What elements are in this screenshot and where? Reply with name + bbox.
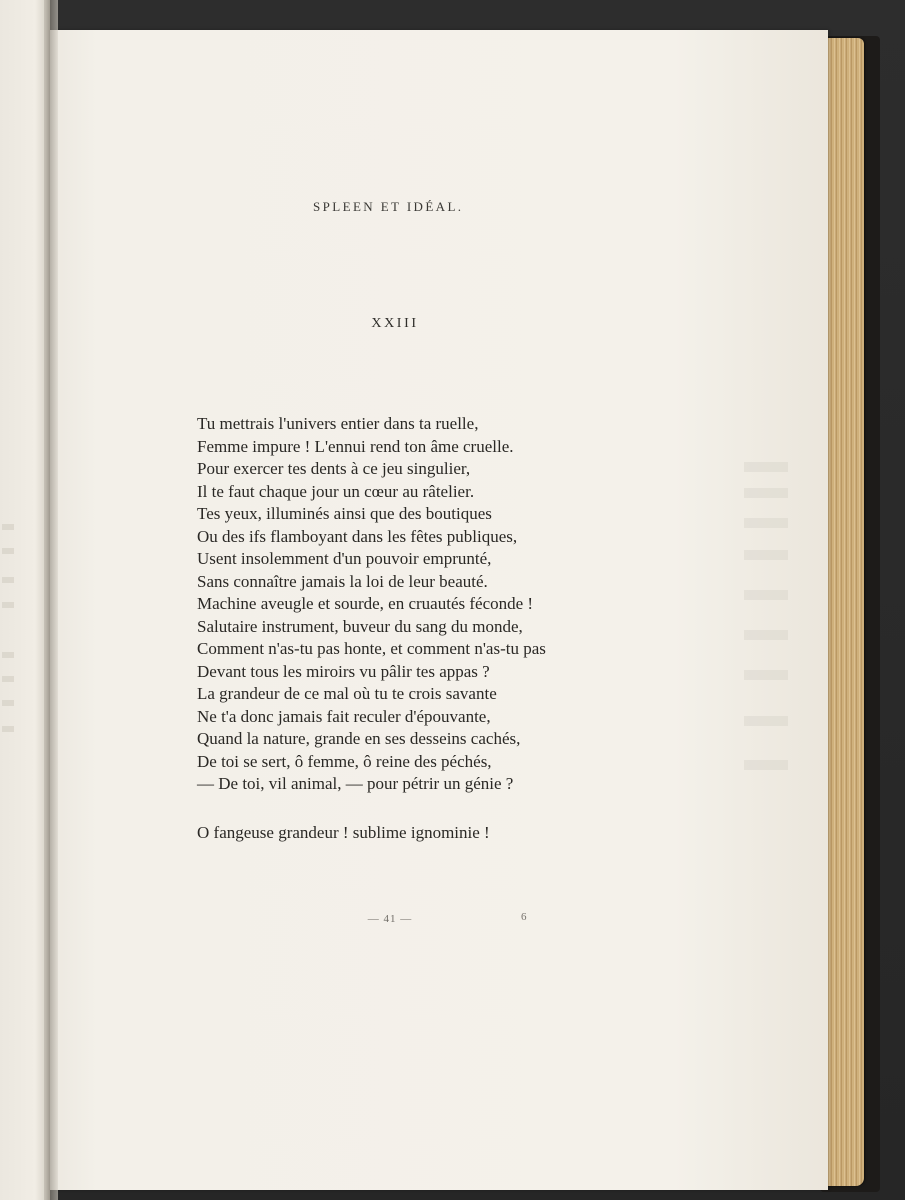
- show-through-mark: [744, 550, 788, 560]
- verse-line: Tu mettrais l'univers entier dans ta ruelle,: [197, 414, 479, 433]
- show-through-mark: [2, 676, 14, 682]
- verse-line: Devant tous les miroirs vu pâlir tes appas ?: [197, 661, 490, 681]
- show-through-mark: [2, 726, 14, 732]
- poem-number: XXIII: [371, 316, 419, 331]
- verse-line: Usent insolemment d'un pouvoir emprunté,: [197, 549, 492, 568]
- final-verse: [197, 822, 490, 845]
- show-through-mark: [2, 700, 14, 706]
- page-number: — 41 —: [367, 913, 413, 925]
- verse-line: Salutaire instrument, buveur du sang du monde,: [197, 616, 523, 636]
- show-through-mark: [744, 590, 788, 600]
- show-through-mark: [2, 602, 14, 608]
- show-through-mark: [744, 488, 788, 498]
- show-through-mark: [2, 548, 14, 554]
- verse-line: Femme impure ! L'ennui rend ton âme cruelle.: [197, 436, 514, 456]
- verse-line: Sans connaître jamais la loi de leur beauté.: [197, 571, 488, 591]
- show-through-mark: [744, 630, 788, 640]
- running-head: SPLEEN ET IDÉAL.: [313, 199, 464, 214]
- verse-line: Ou des ifs flamboyant dans les fêtes publiques,: [197, 526, 518, 546]
- show-through-mark: [2, 524, 14, 530]
- signature-mark: 6: [521, 911, 527, 923]
- show-through-mark: [744, 670, 788, 680]
- show-through-mark: [744, 518, 788, 528]
- verse-line: Pour exercer tes dents à ce jeu singulier,: [197, 459, 471, 478]
- verse-line: — De toi, vil animal, — pour pétrir un génie ?: [197, 774, 514, 793]
- show-through-mark: [744, 716, 788, 726]
- verse-line: Quand la nature, grande en ses desseins cachés,: [197, 729, 521, 748]
- show-through-mark: [744, 462, 788, 472]
- show-through-mark: [2, 652, 14, 658]
- verse-line: La grandeur de ce mal où tu te crois savante: [197, 684, 497, 703]
- verse-line: Comment n'as-tu pas honte, et comment n'as-tu pas: [197, 639, 546, 658]
- verse-line: O fangeuse grandeur ! sublime ignominie !: [197, 823, 490, 842]
- verse-line: Machine aveugle et sourde, en cruautés féconde !: [197, 594, 534, 613]
- show-through-mark: [744, 760, 788, 770]
- verse-line: De toi se sert, ô femme, ô reine des péchés,: [197, 751, 492, 771]
- poem-stanza: [197, 413, 546, 796]
- left-facing-page-edge: [0, 0, 50, 1200]
- verse-line: Ne t'a donc jamais fait reculer d'épouvante,: [197, 706, 491, 726]
- show-through-mark: [2, 577, 14, 583]
- verse-line: Tes yeux, illuminés ainsi que des boutiques: [197, 504, 492, 523]
- verse-line: Il te faut chaque jour un cœur au râtelier.: [197, 481, 475, 501]
- book-gutter: [44, 0, 58, 1200]
